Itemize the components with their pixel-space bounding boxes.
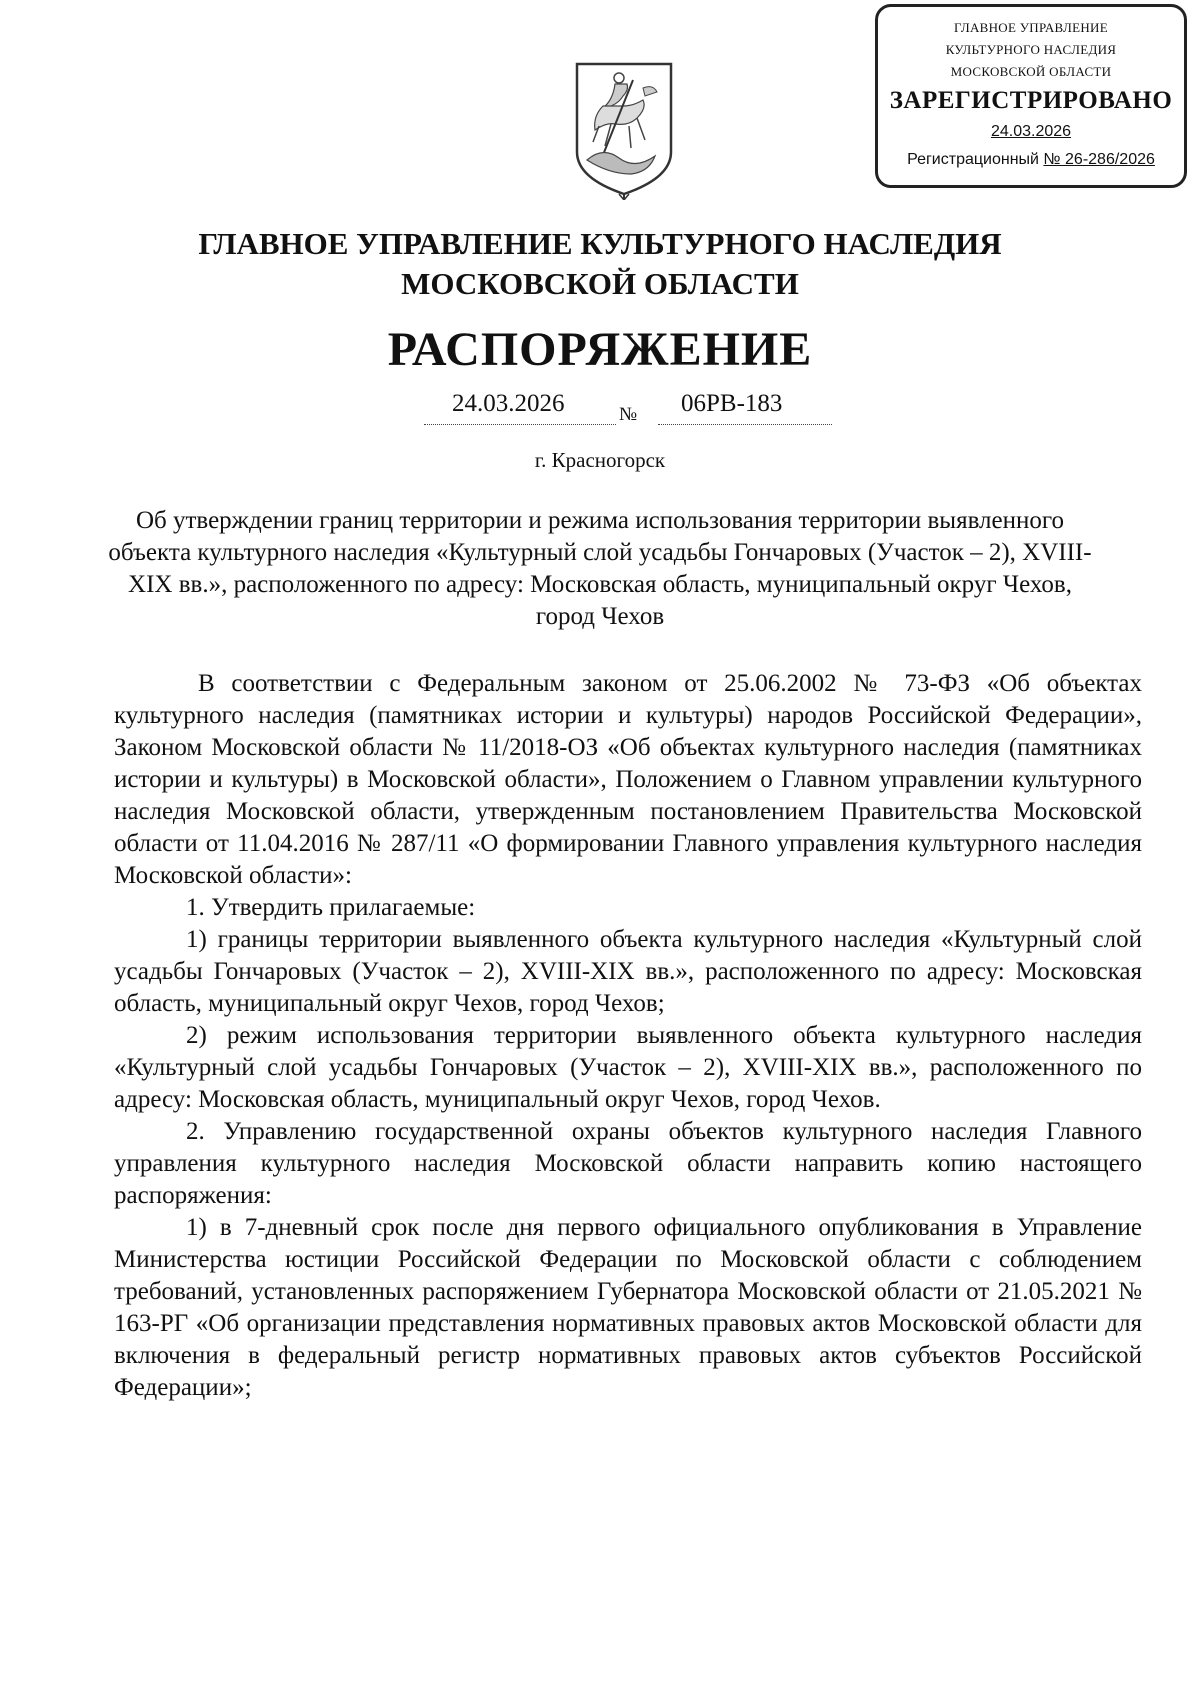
stamp-reg-label: Регистрационный bbox=[907, 151, 1039, 168]
stamp-status: ЗАРЕГИСТРИРОВАНО bbox=[889, 87, 1173, 114]
body-preamble: В соответствии с Федеральным законом от 25.06.2002 № 73-ФЗ «Об объектах культурного наследия (памятниках истории и культуры) народов Российской Федерации», Законом Московской области № 11/2018-ОЗ «Об объектах культурного наследия (памятниках истории и культуры) в Московской области», Положением о Главном управлении культурного наследия Московской области, утвержденным постановлением Правительства Московской области от 11.04.2016 № 287/11 «О формировании Главного управления культурного наследия Московской области»: bbox=[114, 670, 1142, 889]
organization-title-line2: МОСКОВСКОЙ ОБЛАСТИ bbox=[401, 266, 799, 301]
body-item-1-2: 2) режим использования территории выявленного объекта культурного наследия «Культурный слой усадьбы Гончаровых (Участок – 2), XVIII-XIX вв.», расположенного по адресу: Московская область, муниципальный округ Чехов, город Чехов. bbox=[114, 1022, 1142, 1113]
date-underline bbox=[424, 424, 616, 425]
number-underline bbox=[658, 424, 832, 425]
stamp-org-line: ГЛАВНОЕ УПРАВЛЕНИЕ bbox=[954, 20, 1108, 35]
document-date: 24.03.2026 bbox=[452, 390, 565, 417]
document-type: РАСПОРЯЖЕНИЕ bbox=[387, 323, 813, 376]
stamp-org-line: МОСКОВСКОЙ ОБЛАСТИ bbox=[950, 64, 1112, 79]
registration-stamp bbox=[875, 4, 1187, 188]
body-item-2: 2. Управлению государственной охраны объектов культурного наследия Главного управления культурного наследия Московской области направить копию настоящего распоряжения: bbox=[114, 1118, 1142, 1209]
stamp-date: 24.03.2026 bbox=[990, 123, 1072, 140]
stamp-org-line: КУЛЬТУРНОГО НАСЛЕДИЯ bbox=[945, 42, 1117, 57]
body-item-1-1: 1) границы территории выявленного объекта культурного наследия «Культурный слой усадьбы Гончаровых (Участок – 2), XVIII-XIX вв.», расположенного по адресу: Московская область, муниципальный округ Чехов, город Чехов; bbox=[114, 926, 1142, 1017]
document-city: г. Красногорск bbox=[534, 448, 666, 472]
stamp-reg-number: № 26-286/2026 bbox=[1043, 151, 1155, 168]
document-subject: Об утверждении границ территории и режима использования территории выявленного объекта культурного наследия «Культурный слой усадьбы Гончаровых (Участок – 2), XVIII-XIX вв.», расположенного по адресу: Московская область, муниципальный округ Чехов, город Чехов bbox=[108, 507, 1092, 630]
number-sign: № bbox=[619, 404, 638, 425]
document-body bbox=[114, 668, 1142, 1404]
body-item-2-1: 1) в 7-дневный срок после дня первого официального опубликования в Управление Министерства юстиции Российской Федерации по Московской области с соблюдением требований, установленных распоряжением Губернатора Московской области от 21.05.2021 № 163-РГ «Об организации представления нормативных правовых актов Московской области для включения в федеральный регистр нормативных правовых актов субъектов Российской Федерации»; bbox=[114, 1214, 1142, 1401]
organization-title-line1: ГЛАВНОЕ УПРАВЛЕНИЕ КУЛЬТУРНОГО НАСЛЕДИЯ bbox=[198, 226, 1002, 261]
coat-of-arms-icon bbox=[573, 60, 675, 200]
organization-title bbox=[0, 224, 1200, 304]
stamp-registration-number bbox=[878, 151, 1184, 169]
stamp-organization bbox=[878, 17, 1184, 83]
body-item-1: 1. Утвердить прилагаемые: bbox=[186, 894, 476, 921]
document-number: 06РВ-183 bbox=[681, 390, 783, 417]
document-date-number bbox=[424, 390, 832, 430]
